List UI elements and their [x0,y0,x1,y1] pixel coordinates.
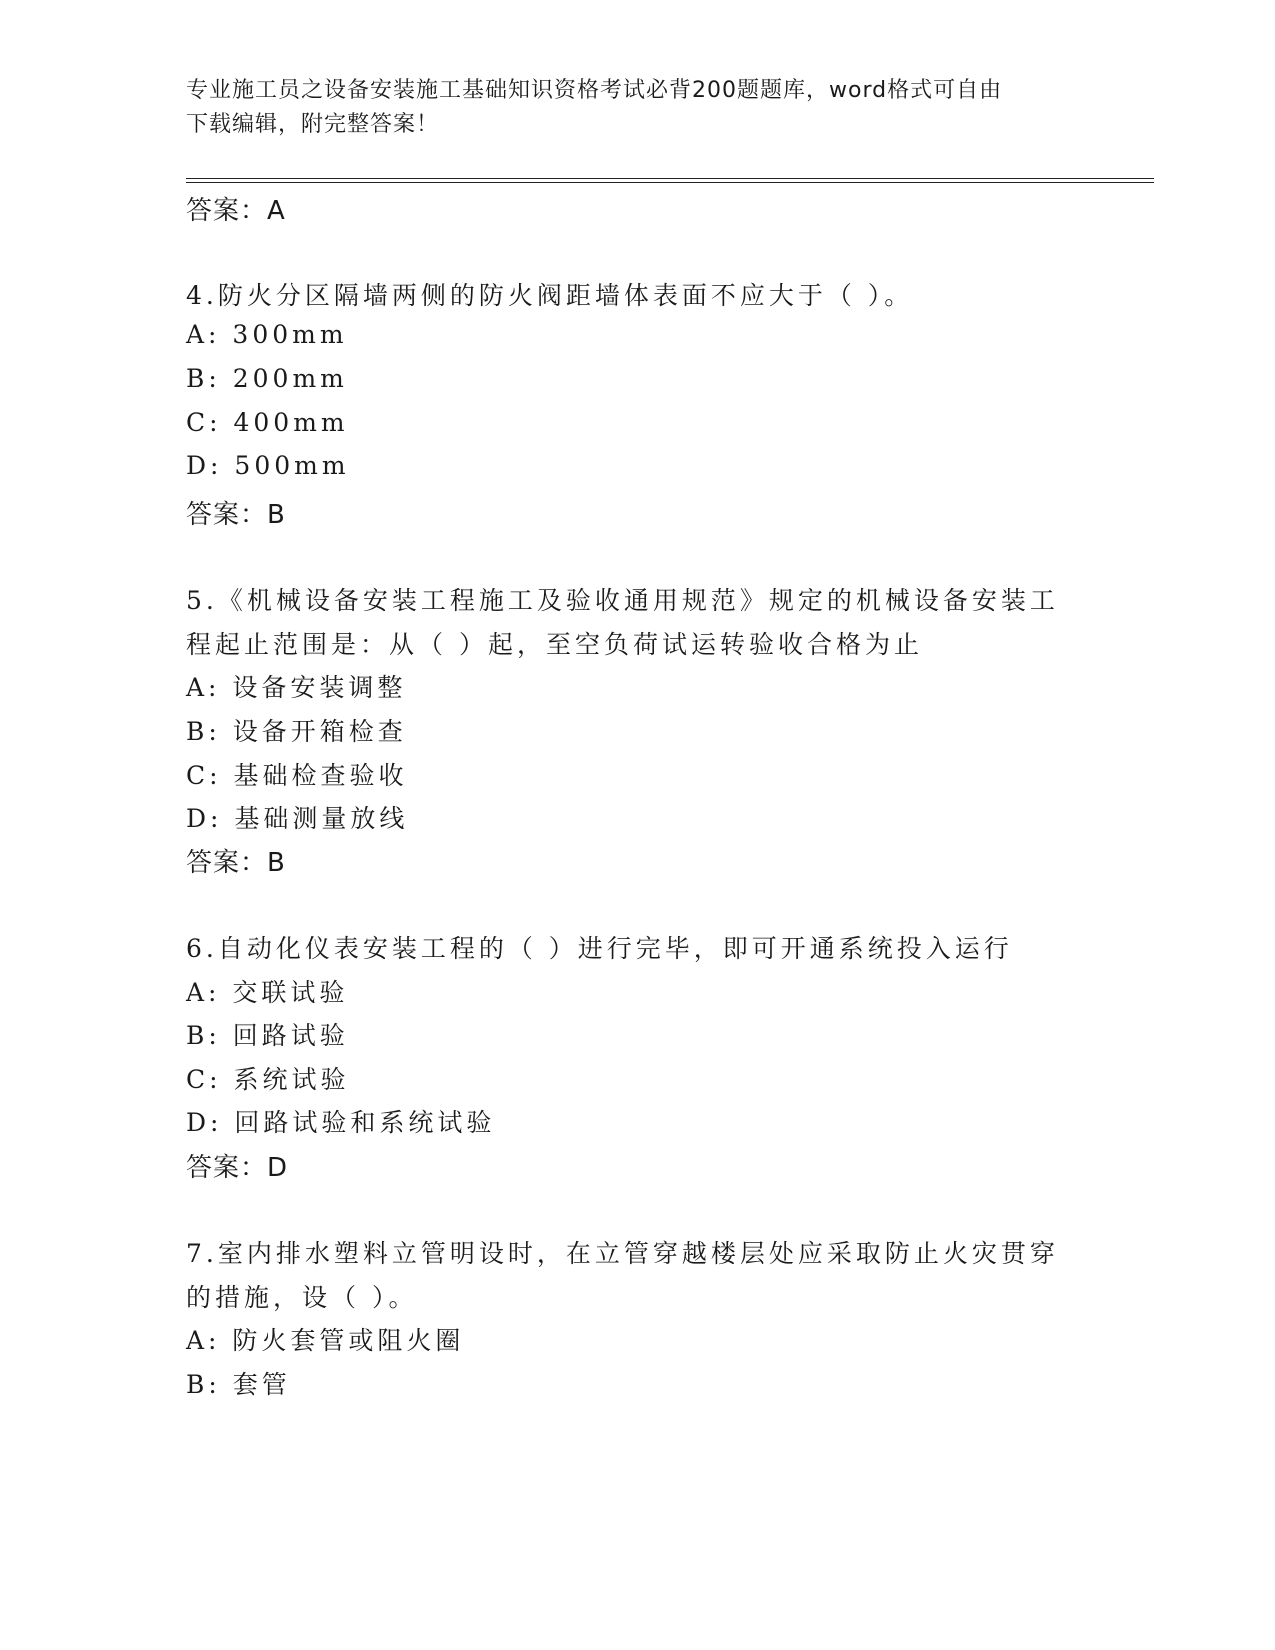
document-header [186,74,1086,142]
question-4-option-d: D: 500mm [186,451,350,480]
question-7-option-b: B: 套管 [186,1370,291,1399]
header-line-2: 下载编辑，附完整答案！ [186,112,440,137]
question-7-stem-line-2: 的措施，设（ ）。 [186,1283,418,1312]
question-4-answer: 答案：B [186,500,286,530]
header-line-1: 专业施工员之设备安装施工基础知识资格考试必背200题题库，word格式可自由 [186,78,1003,103]
question-4-option-a: A: 300mm [186,320,348,349]
question-6-option-d: D: 回路试验和系统试验 [186,1108,496,1137]
header-divider-bottom [186,182,1154,183]
question-7-stem-line-1: 7.室内排水塑料立管明设时，在立管穿越楼层处应采取防止火灾贯穿 [186,1239,1059,1268]
question-4-option-c: C: 400mm [186,408,349,437]
answer-previous: 答案：A [186,196,286,226]
question-6-stem: 6.自动化仪表安装工程的（ ）进行完毕，即可开通系统投入运行 [186,934,1013,963]
question-5-option-a: A: 设备安装调整 [186,673,407,702]
question-5-stem-line-1: 5.《机械设备安装工程施工及验收通用规范》规定的机械设备安装工 [186,586,1059,615]
question-6-option-a: A: 交联试验 [186,978,349,1007]
question-5-stem-line-2: 程起止范围是：从（ ）起，至空负荷试运转验收合格为止 [186,630,923,659]
question-6-option-c: C: 系统试验 [186,1065,350,1094]
question-6-answer: 答案：D [186,1153,289,1183]
question-6-option-b: B: 回路试验 [186,1021,349,1050]
header-divider-top [186,178,1154,179]
question-4-option-b: B: 200mm [186,364,348,393]
question-5-answer: 答案：B [186,848,286,878]
question-5-option-c: C: 基础检查验收 [186,761,408,790]
question-4-stem: 4.防火分区隔墙两侧的防火阀距墙体表面不应大于（ ）。 [186,281,914,310]
question-5-option-d: D: 基础测量放线 [186,804,409,833]
question-7-option-a: A: 防火套管或阻火圈 [186,1326,465,1355]
question-5-option-b: B: 设备开箱检查 [186,717,407,746]
